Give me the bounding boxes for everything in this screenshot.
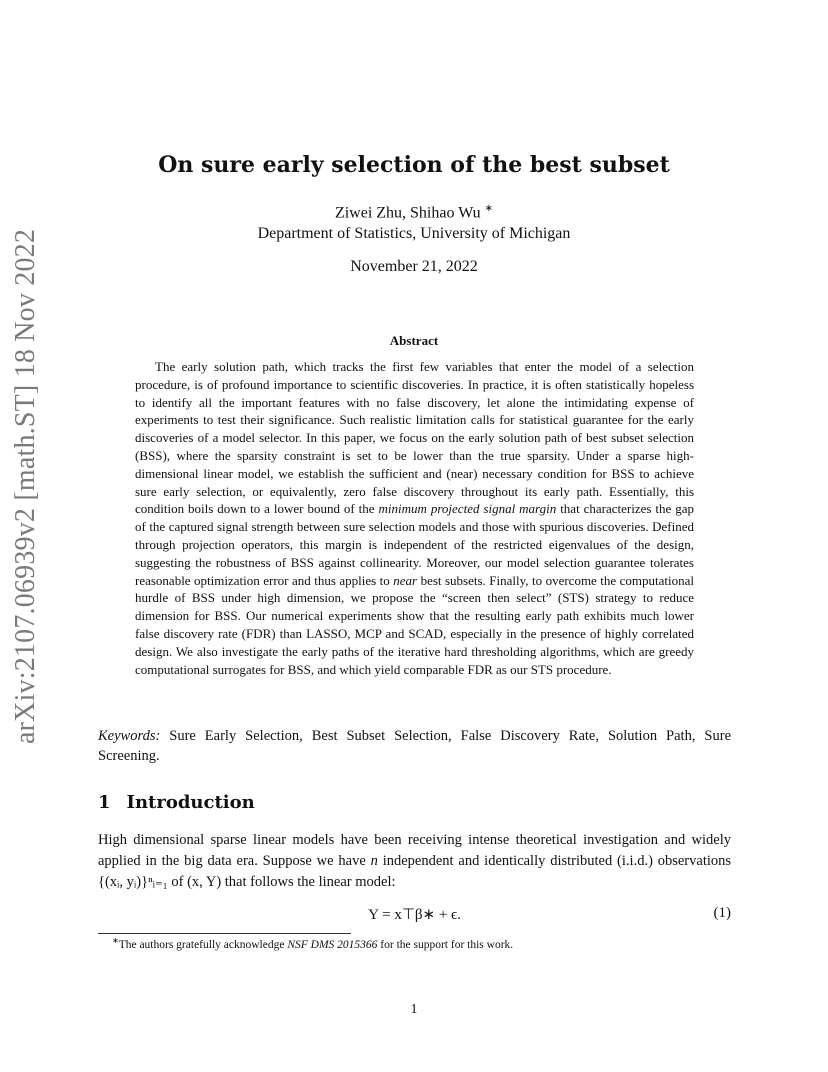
- author-footnote-mark: ∗: [484, 203, 494, 214]
- author-names: Ziwei Zhu, Shihao Wu: [334, 204, 481, 222]
- affiliation: Department of Statistics, University of Michigan: [257, 225, 571, 242]
- abstract-text-2: that characterizes the gap of the captured signal strength between sure selection models and those with spurious discoveries. Defined through projection operators, this margin is independent of the restricted eigenvalues of the design, suggesting the robustness of BSS against collinearity. Moreover, our model selection guarantee tolerates reasonable optimization error and thus applies to: [135, 501, 695, 588]
- abstract-text-3: best subsets. Finally, to overcome the computational hurdle of BSS under high dimension, we propose the “screen then select” (STS) strategy to reduce dimension for BSS. Our numerical experiments show that the resulting early path exhibits much lower false discovery rate (FDR) than LASSO, MCP and SCAD, especially in the presence of highly correlated design. We also investigate the early paths of the iterative hard thresholding algorithms, which are greedy computational surrogates for BSS, and which yield comparable FDR as our STS procedure.: [135, 572, 695, 677]
- intro-math-pair: (x, Y): [187, 874, 222, 890]
- abstract-body: [135, 358, 694, 678]
- introduction-paragraph: [98, 830, 731, 893]
- paper-title: On sure early selection of the best subset: [158, 152, 670, 178]
- publication-date: November 21, 2022: [350, 258, 478, 275]
- footnote-mark: ∗: [112, 936, 119, 945]
- abstract-heading: Abstract: [389, 333, 439, 348]
- intro-text-a: High dimensional sparse linear models have been receiving intense theoretical investigation and widely applied in the big data era. Suppose we have: [98, 832, 731, 869]
- footnote-text-a: The authors gratefully acknowledge: [118, 938, 285, 951]
- section-heading-introduction: [98, 792, 255, 813]
- equation-text: Y = x⊤β∗ + ϵ.: [368, 907, 461, 923]
- intro-math-n: n: [370, 853, 378, 869]
- intro-math-set: {(xᵢ, yᵢ)}ⁿᵢ₌₁: [98, 874, 168, 890]
- keywords-text: Sure Early Selection, Best Subset Selection, False Discovery Rate, Solution Path, Sure Screening.: [98, 728, 732, 764]
- page-number: 1: [410, 1002, 418, 1017]
- abstract-text-1: The early solution path, which tracks the first few variables that enter the model of a selection procedure, is of profound importance to scientific discoveries. In practice, it is often statistically hopeless to identify all the important features with no false discovery, let alone the intimidating expense of experiments to test their significance. Such realistic limitation calls for statistical guarantee for the early discoveries of a model selector. In this paper, we focus on the early solution path of best subset selection (BSS), where the sparsity constraint is set to be lower than the true sparsity. Under a sparse high-dimensional linear model, we establish the sufficient and (near) necessary condition for BSS to achieve sure early selection, or equivalently, zero false discovery throughout its early path. Essentially, this condition boils down to a lower bound of the: [135, 359, 694, 517]
- intro-text-b: independent and identically distributed (i.i.d.) observations: [382, 853, 732, 869]
- footnote-rule: [98, 933, 351, 934]
- section-title: Introduction: [126, 792, 255, 813]
- keywords: [98, 726, 731, 766]
- footnote: [112, 936, 513, 951]
- arxiv-stamp: arXiv:2107.06939v2 [math.ST] 18 Nov 2022: [10, 228, 41, 744]
- intro-text-d: that follows the linear model:: [224, 874, 396, 890]
- keywords-label: Keywords:: [98, 728, 161, 744]
- intro-text-c: of: [171, 874, 184, 890]
- abstract-emph-1: minimum projected signal margin: [378, 501, 557, 517]
- author-line: [0, 203, 828, 222]
- abstract-emph-2: near: [393, 572, 418, 588]
- footnote-text-b: for the support for this work.: [380, 938, 514, 951]
- footnote-grant: NSF DMS 2015366: [287, 938, 378, 951]
- section-number: 1: [98, 792, 111, 813]
- equation-number: (1): [713, 905, 731, 921]
